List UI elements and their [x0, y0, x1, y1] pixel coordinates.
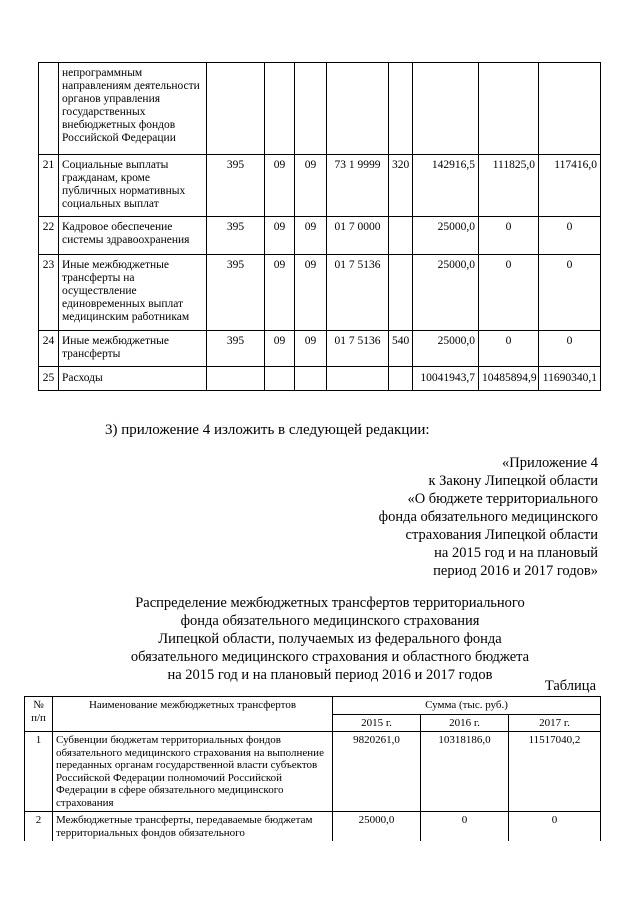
table-row: [39, 255, 601, 331]
code-admin: 395: [207, 155, 265, 217]
heading-line: обязательного медицинского страхования и областного бюджета: [130, 649, 530, 665]
code-admin: 395: [207, 331, 265, 367]
value-2016: 0: [479, 255, 539, 331]
table-row: [25, 732, 601, 812]
heading-line: фонда обязательного медицинского страхования: [180, 613, 480, 629]
heading-line: Распределение межбюджетных трансфертов территориального: [135, 595, 525, 611]
annex-line: «Приложение 4: [502, 455, 598, 471]
row-name: Иные межбюджетные трансферты: [59, 331, 207, 367]
row-name: Кадровое обеспечение системы здравоохранения: [59, 217, 207, 255]
row-name: Социальные выплаты гражданам, кроме публичных нормативных социальных выплат: [59, 155, 207, 217]
code-subsection: 09: [295, 217, 327, 255]
value-2017: 0: [539, 217, 601, 255]
row-number: 23: [39, 255, 59, 331]
table-row: [39, 63, 601, 155]
document-heading: [90, 594, 570, 684]
table-row-total: [39, 367, 601, 391]
transfers-table: [24, 696, 601, 841]
row-number: [39, 63, 59, 155]
cell: [327, 367, 389, 391]
value-2015: 25000,0: [413, 217, 479, 255]
cell: [207, 63, 265, 155]
value-2016: 111825,0: [479, 155, 539, 217]
header-sum: Сумма (тыс. руб.): [333, 697, 601, 715]
table-row: [25, 812, 601, 842]
header-row: [25, 697, 601, 715]
annex-line: «О бюджете территориального: [407, 491, 598, 507]
value-2017: 0: [539, 255, 601, 331]
value-2017: 117416,0: [539, 155, 601, 217]
value-2016: 0: [479, 331, 539, 367]
code-type: 320: [389, 155, 413, 217]
header-year-2017: 2017 г.: [509, 714, 601, 732]
cell: [413, 63, 479, 155]
code-type: [389, 217, 413, 255]
header-year-2015: 2015 г.: [333, 714, 421, 732]
row-number: 21: [39, 155, 59, 217]
cell: [389, 367, 413, 391]
value-2017: 11690340,1: [539, 367, 601, 391]
value-2017: 0: [539, 331, 601, 367]
cell: [265, 63, 295, 155]
row-name: Расходы: [59, 367, 207, 391]
value-2015: 25000,0: [413, 255, 479, 331]
cell: [539, 63, 601, 155]
row-number: 1: [25, 732, 53, 812]
code-admin: 395: [207, 217, 265, 255]
value-2016: 10318186,0: [421, 732, 509, 812]
value-2015: 25000,0: [413, 331, 479, 367]
value-2016: 10485894,9: [479, 367, 539, 391]
amendment-paragraph: 3) приложение 4 изложить в следующей редакции:: [105, 422, 430, 438]
annex-line: период 2016 и 2017 годов»: [433, 563, 598, 579]
table-label: Таблица: [544, 678, 596, 694]
code-target: 01 7 5136: [327, 331, 389, 367]
code-section: 09: [265, 217, 295, 255]
heading-line: на 2015 год и на плановый период 2016 и 2017 годов: [167, 667, 493, 683]
annex-line: страхования Липецкой области: [405, 527, 598, 543]
table-row: [39, 155, 601, 217]
code-target: 73 1 9999: [327, 155, 389, 217]
value-2016: 0: [421, 812, 509, 842]
code-subsection: 09: [295, 255, 327, 331]
header-year-2016: 2016 г.: [421, 714, 509, 732]
value-2015: 142916,5: [413, 155, 479, 217]
annex-caption: [278, 454, 598, 580]
cell: [295, 367, 327, 391]
cell: [207, 367, 265, 391]
cell: [327, 63, 389, 155]
value-2015: 9820261,0: [333, 732, 421, 812]
row-name: непрограммным направлениям деятельности органов управления государственных внебюджетных фондов Российской Федерации: [59, 63, 207, 155]
value-2015: 10041943,7: [413, 367, 479, 391]
annex-line: на 2015 год и на плановый: [434, 545, 598, 561]
row-number: 24: [39, 331, 59, 367]
row-number: 25: [39, 367, 59, 391]
heading-line: Липецкой области, получаемых из федерального фонда: [158, 631, 502, 647]
row-name: Субвенции бюджетам территориальных фондов обязательного медицинского страхования на выполнение переданных органам государственной власти субъектов Российской Федерации полномочий Российской Федерации в сфере обязательного медицинского страхования: [53, 732, 333, 812]
value-2016: 0: [479, 217, 539, 255]
row-name: Межбюджетные трансферты, передаваемые бюджетам территориальных фондов обязательного: [53, 812, 333, 842]
code-subsection: 09: [295, 155, 327, 217]
annex-line: фонда обязательного медицинского: [378, 509, 598, 525]
table-row: [39, 217, 601, 255]
code-target: 01 7 0000: [327, 217, 389, 255]
value-2017: 11517040,2: [509, 732, 601, 812]
code-section: 09: [265, 255, 295, 331]
row-name: Иные межбюджетные трансферты на осуществление единовременных выплат медицинским работникам: [59, 255, 207, 331]
code-section: 09: [265, 155, 295, 217]
row-number: 22: [39, 217, 59, 255]
value-2015: 25000,0: [333, 812, 421, 842]
code-type: 540: [389, 331, 413, 367]
table-row: [39, 331, 601, 367]
code-admin: 395: [207, 255, 265, 331]
header-name: Наименование межбюджетных трансфертов: [53, 697, 333, 732]
code-subsection: 09: [295, 331, 327, 367]
expenditure-table: [38, 62, 601, 391]
cell: [295, 63, 327, 155]
annex-line: к Закону Липецкой области: [428, 473, 598, 489]
code-type: [389, 255, 413, 331]
cell: [479, 63, 539, 155]
code-section: 09: [265, 331, 295, 367]
cell: [265, 367, 295, 391]
cell: [389, 63, 413, 155]
value-2017: 0: [509, 812, 601, 842]
row-number: 2: [25, 812, 53, 842]
code-target: 01 7 5136: [327, 255, 389, 331]
header-number: № п/п: [25, 697, 53, 732]
